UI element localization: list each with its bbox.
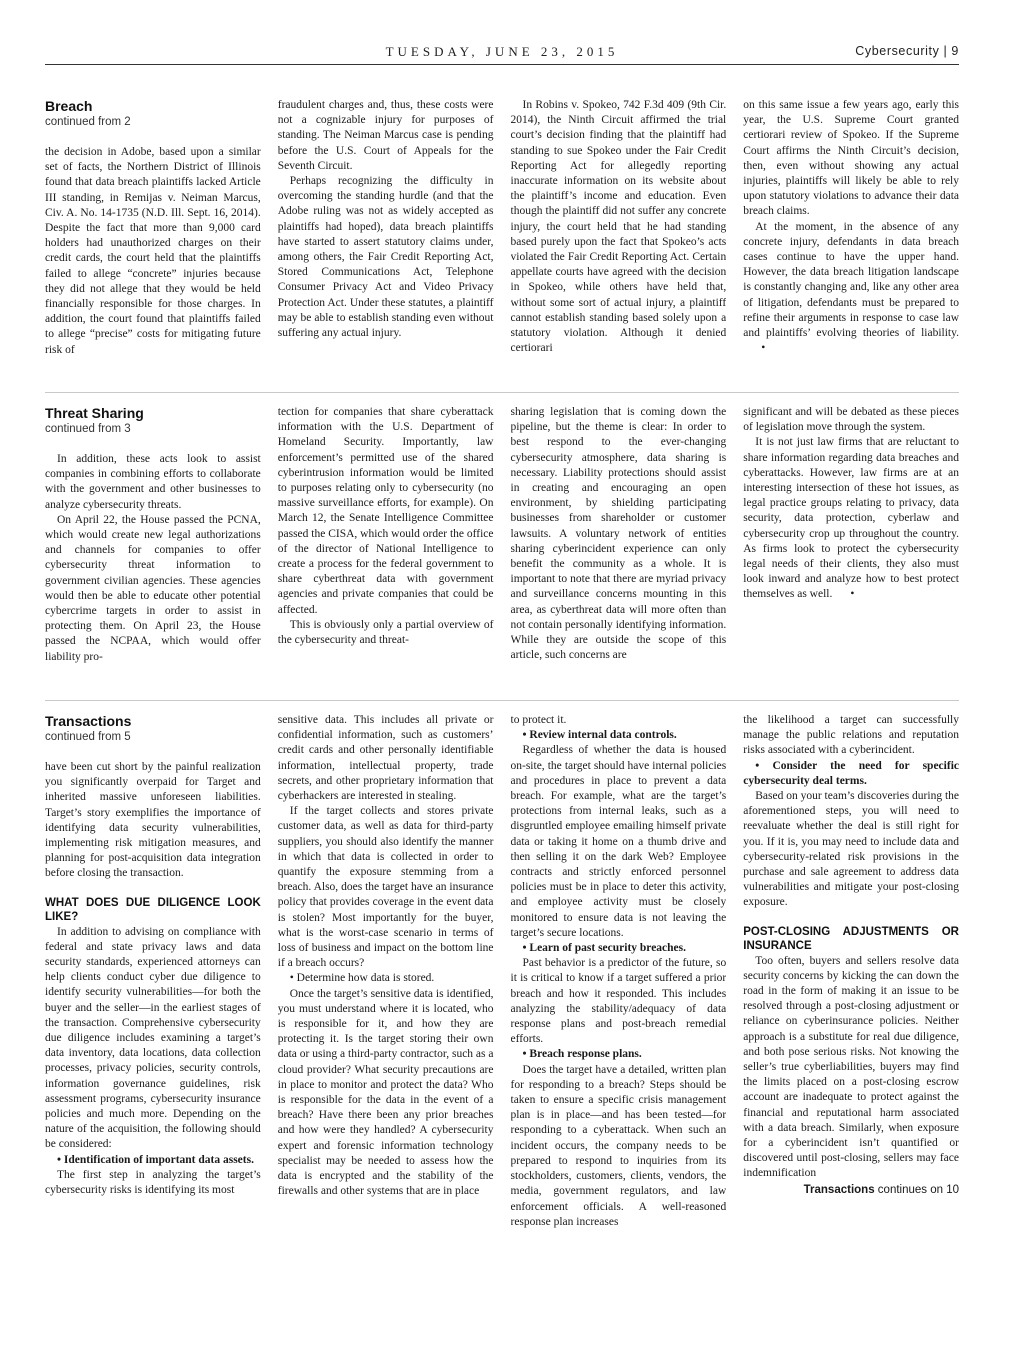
body-paragraph: Too often, buyers and sellers resolve data security concerns by kicking the can down the road in the form of making it an issue to be resolved through a post-closing adjustment or reliance on cyberinsurance policies. Neither approach is a substitute for real due diligence, and both pose serious risks. Not knowing the seller’s true cyberliabilities, buyers may find the limits placed on a post-closing escrow account are inadequate to protect against the financial and reputational harm associated with a data breach. Similarly, when exposure for a cyberincident isn’t quantified or discovered until post-closing, sellers may face indemnification	[743, 954, 959, 1180]
body-paragraph: Regardless of whether the data is housed on-site, the target should have internal policies and procedures in place to prevent a data breach. For example, what are the target’s protections from internal leaks, such as a disgruntled employee emailing himself private data or taking it home on a thumb drive and then selling it on the dark Web? Employee contracts and strictly enforced personnel policies must be in place to deter this activity, and employee activity must be closely monitored to ensure data is not leaving the target’s secure locations.	[510, 744, 727, 939]
bullet-heading: • Learn of past security breaches.	[522, 942, 687, 955]
end-of-article-mark: •	[761, 342, 766, 355]
body-paragraph: Once the target’s sensitive data is identified, you must understand where it is located, who is responsible for it, and how they are protecting it. Is the target storing their own data or using a third-party contractor, such as a cloud provider? What security precautions are in place to monitor and protect the data? Who is responsible for the data in the event of a breach? Have there been any prior breaches and how were they handled? A cybersecurity expert and forensic information technology specialist may be needed to assess how the data is encrypted and the stability of the firewalls and other systems that are in place	[277, 987, 494, 1198]
body-paragraph: significant and will be debated as these pieces of legislation move through the system.	[743, 406, 959, 434]
body-text: It is not just law firms that are reluctant to share information regarding data breaches and cyberattacks. However, law firms are at an interesting intersection of these hot issues, as legal practice groups relating to privacy, data security, data protection, cyberlaw and cybersecurity crop up throughout the country. As firms look to protect the cybersecurity legal needs of their clients, they also must look inward and analyze how to best protect themselves as well.	[743, 436, 959, 601]
body-paragraph: Does the target have a detailed, written plan for responding to a breach? Steps should be taken to ensure a specific crisis management plan is in place—and has been tested—for responding to a cyberattack. When such an incident occurs, the company needs to be prepared to respond to inquiries from its stockholders, customers, clients, vendors, the media, government regulators, and law enforcement officials. A well-reasoned response plan increases	[510, 1063, 727, 1228]
threat-column-1	[45, 405, 261, 687]
article-title: Breach	[45, 98, 93, 114]
body-paragraph: tection for companies that share cyberattack information with the U.S. Department of Homeland Security. Importantly, law enforcement’s permitted use of the shared cyberintrusion information would be limited to purposes relating only to cybersecurity (no massive surveillance efforts, for example). On March 12, the Senate Intelligence Committee passed the CISA, which would order the office of the director of National Intelligence to create a process for the federal government to share cyberthreat data with government agencies and private companies that could be affected.	[277, 406, 494, 616]
breach-column-4	[743, 98, 959, 380]
body-paragraph: The first step in analyzing the target’s cybersecurity risks is identifying its most	[45, 1168, 261, 1197]
subheading: WHAT DOES DUE DILIGENCE LOOK LIKE?	[45, 896, 261, 924]
section-divider	[45, 392, 959, 393]
breach-column-2	[278, 98, 494, 380]
article-title: Transactions	[45, 713, 132, 729]
body-paragraph: the likelihood a target can successfully manage the public relations and reputation risks associated with a cyberincident.	[743, 714, 959, 757]
body-paragraph: have been cut short by the painful realization you significantly overpaid for Target and inherited massive unforeseen liabilities. Target’s story exemplifies the importance of identifying data security vulnerabilities, implementing risk mitigation measures, and planning for post-acquisition data integration before closing the transaction.	[45, 761, 261, 880]
end-of-article-mark: •	[850, 588, 855, 601]
section-divider	[45, 700, 959, 701]
body-paragraph: on this same issue a few years ago, early this year, the U.S. Supreme Court granted certiorari review of Spokeo. If the Supreme Court affirms the Ninth Circuit’s decision, then, even without showing any actual injuries, plaintiffs will likely be able to rely upon statutory violations to advance their data breach claims.	[743, 99, 959, 218]
body-paragraph: In addition, these acts look to assist companies in combining efforts to collaborate with the government and other businesses to analyze cybersecurity threats.	[45, 453, 261, 511]
body-paragraph: In Robins v. Spokeo, 742 F.3d 409 (9th Cir. 2014), the Ninth Circuit affirmed the trial court’s decision finding that the plaintiff had standing to sue Spokeo under the Fair Credit Reporting Act for allegedly reporting inaccurate information on its website about the plaintiff’s income and education. Even though the plaintiff did not suffer any concrete injury, the court held that he had standing based purely upon the fact that Spokeo’s acts violated the Fair Credit Reporting Act. Certain appellate courts have agreed with the decision in Spokeo, while others have held that, without some sort of actual injury, a plaintiff cannot establish standing based solely upon a statutory violation. Although it denied certiorari	[510, 99, 727, 355]
body-paragraph: Perhaps recognizing the difficulty in overcoming the standing hurdle (and that the Adobe ruling was not as widely accepted as plaintiffs had hoped), data breach plaintiffs have started to assert statutory claims under, among others, the Fair Credit Reporting Act, Stored Communications Act, Telephone Consumer Privacy Act and Video Privacy Protection Act. Under these statutes, a plaintiff may be able to establish standing even without suffering any actual injury.	[277, 175, 494, 340]
body-paragraph: fraudulent charges and, thus, these costs were not a cognizable injury for purposes of standing. The Neiman Marcus case is pending before the U.S. Court of Appeals for the Seventh Circuit.	[277, 99, 494, 172]
body-paragraph: to protect it.	[510, 714, 567, 726]
subheading: POST-CLOSING ADJUSTMENTS OR INSURANCE	[743, 925, 959, 953]
body-paragraph: the decision in Adobe, based upon a similar set of facts, the Northern District of Illinois found that data breach plaintiffs lacked Article III standing, in Remijas v. Neiman Marcus, Civ. A. No. 14-1735 (N.D. Ill. Sept. 16, 2014). Despite the fact that more than 9,000 card holders had unauthorized charges on their credit cards, the court held that the plaintiffs failed to allege “concrete” injuries because they did not allege that they would be held financially responsible for those charges. In addition, the court found that plaintiffs failed to allege “precise” costs for mitigating future risk of	[45, 146, 261, 356]
body-paragraph: If the target collects and stores private customer data, as well as data for third-party suppliers, you should also identify the manner in which that data is collected in order to quantify the exposure stemming from a breach. Also, does the target have an insurance policy that provides coverage in the event data is stolen? Most importantly for the buyer, what is the worst-case scenario in terms of loss of business and impact on the bottom line if a breach occurs?	[277, 805, 494, 970]
body-paragraph: Based on your team’s discoveries during the aforementioned steps, you will need to reevaluate whether the deal is still right for you. If it is, you may need to include data and cybersecurity-related risk provisions in the purchase and sale agreement to address data vulnerabilities and mitigate your post-closing exposure.	[743, 790, 959, 909]
body-paragraph: sensitive data. This includes all private or confidential information, such as customers’ credit cards and other personally identifiable information, intellectual property, trade secrets, and other proprietary information that cyberhackers are interested in stealing.	[277, 714, 494, 803]
body-paragraph: Past behavior is a predictor of the future, so it is critical to know if a target suffered a prior breach and how it responded. This includes analyzing the stability/adequacy of data response plans and post-breach remedial efforts.	[510, 957, 727, 1046]
body-paragraph: On April 22, the House passed the PCNA, which would create new legal authorizations and channels for companies to offer cybersecurity threat information to government civilian agencies. These agencies would then be able to educate other potential cybercrime targets in order to assist in protecting them. On April 23, the House passed the NCPAA, which would offer liability pro-	[45, 513, 261, 663]
continued-from: continued from 5	[45, 731, 131, 743]
continued-from: continued from 3	[45, 423, 131, 435]
continues-on-link[interactable]	[743, 1183, 959, 1198]
transactions-column-1	[45, 713, 261, 1273]
threat-column-4	[743, 405, 959, 687]
bullet-heading: • Consider the need for specific cybersecurity deal terms.	[743, 759, 959, 787]
body-paragraph: This is obviously only a partial overview of the cybersecurity and threat-	[277, 618, 494, 647]
threat-column-2	[278, 405, 494, 687]
page-header	[45, 42, 959, 65]
bullet-heading: • Determine how data is stored.	[289, 972, 435, 985]
transactions-column-3	[511, 713, 727, 1273]
section-page-label: Cybersecurity | 9	[855, 44, 959, 58]
continued-from: continued from 2	[45, 116, 131, 128]
breach-column-1	[45, 98, 261, 380]
body-paragraph: sharing legislation that is coming down the pipeline, but the theme is clear: In order to best respond to the ever-changing cybersecurity atmosphere, data sharing is necessary. Liability protections should assist in creating and encouraging an open environment, by shielding participating businesses from shareholder or customer lawsuits. A voluntary network of entities sharing cyberincident experience can only benefit the community as a whole. It is important to note that there are myriad privacy and surveillance concerns mounting in this area, as cyberthreat data will more often than not contain personally identifying information. While they are outside the scope of this article, such concerns are	[510, 406, 727, 662]
breach-article	[45, 98, 959, 380]
body-paragraph	[743, 435, 959, 602]
body-paragraph: In addition to advising on compliance with federal and state privacy laws and data security standards, experienced attorneys can help clients conduct cyber due diligence to identify security vulnerabilities—for both the buyer and the seller—in the earliest stages of the transaction. Comprehensive cybersecurity due diligence includes examining a target’s data inventory, data locations, data collection processes, privacy policies, security controls, information governance guidelines, risk assessment programs, cybersecurity insurance policies and much more. Depending on the nature of the acquisition, the following should be considered:	[45, 925, 261, 1151]
threat-sharing-article	[45, 405, 959, 687]
threat-column-3	[511, 405, 727, 687]
transactions-article	[45, 713, 959, 1273]
article-title: Threat Sharing	[45, 405, 144, 421]
transactions-column-2	[278, 713, 494, 1273]
bullet-heading: • Review internal data controls.	[522, 729, 677, 742]
bullet-heading: • Identification of important data assets.	[57, 1153, 254, 1166]
breach-column-3	[511, 98, 727, 380]
continues-text: continues on 10	[877, 1183, 959, 1196]
body-paragraph	[743, 220, 959, 357]
issue-date: TUESDAY, JUNE 23, 2015	[385, 44, 619, 59]
body-text: At the moment, in the absence of any concrete injury, defendants in data breach cases continue to have the upper hand. However, the data breach litigation landscape is constantly changing and, like any other area of litigation, defendants must be prepared to refine their arguments in response to case law and plaintiffs’ evolving theories of liability.	[743, 220, 959, 340]
bullet-heading: • Breach response plans.	[522, 1048, 642, 1061]
continues-title: Transactions	[803, 1183, 875, 1196]
transactions-column-4	[743, 713, 959, 1273]
